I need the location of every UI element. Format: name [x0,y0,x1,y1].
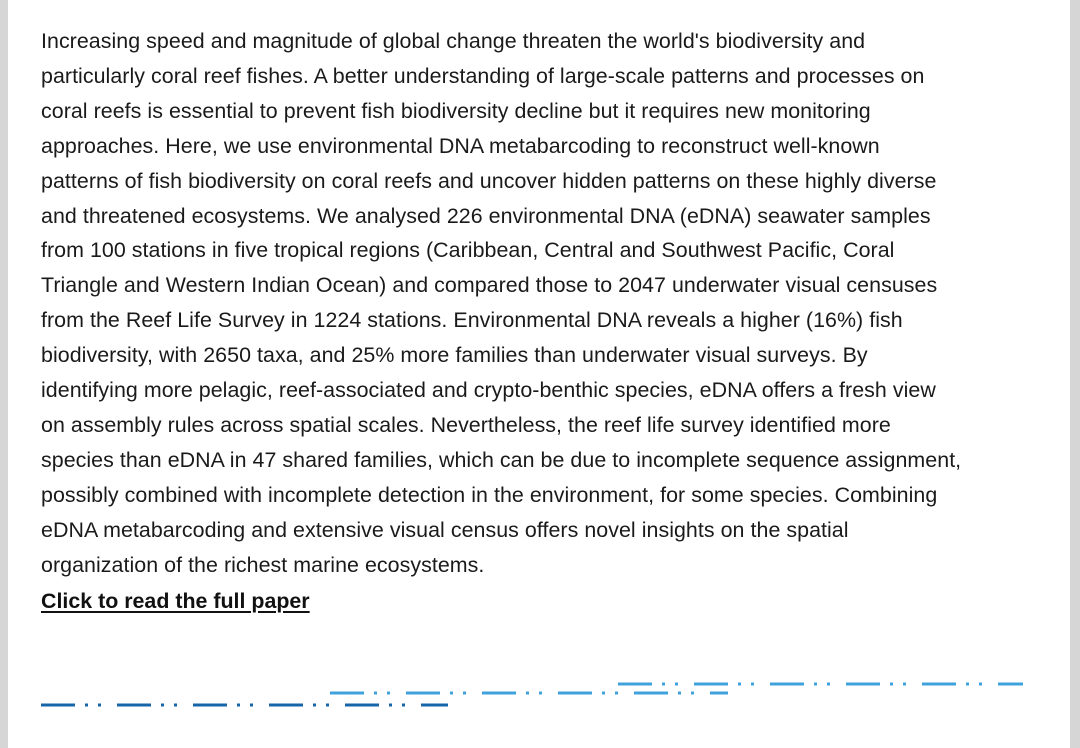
divider-dash [694,683,728,686]
divider-dot [237,704,240,707]
divider-dash [618,683,652,686]
divider-dash [421,704,448,707]
divider-dot [389,704,392,707]
abstract-line: on assembly rules across spatial scales. Nevertheless, the reef life survey identified more [41,412,891,437]
divider-dot [539,692,542,695]
abstract-line: Triangle and Western Indian Ocean) and compared those to 2047 underwater visual censuses [41,273,938,298]
divider-dash [558,692,592,695]
abstract-line: organization of the richest marine ecosystems. [41,552,485,577]
article-page [8,0,1070,748]
divider-dot [463,692,466,695]
divider-dot [250,704,253,707]
abstract-line: biodiversity, with 2650 taxa, and 25% more families than underwater visual surveys. By [41,343,868,368]
abstract-line: Increasing speed and magnitude of global change threaten the world's biodiversity and [41,29,866,53]
divider-dash [269,704,303,707]
decorative-dash-divider [8,0,1070,748]
divider-dot [827,683,830,686]
divider-dot [174,704,177,707]
divider-dot [326,704,329,707]
divider-dot [814,683,817,686]
divider-dot [98,704,101,707]
abstract-line: approaches. Here, we use environmental DNA metabarcoding to reconstruct well-known [41,133,880,158]
divider-dot [678,692,681,695]
abstract-line: from the Reef Life Survey in 1224 stations. Environmental DNA reveals a higher (16%) fish [41,308,903,333]
divider-dash [193,704,227,707]
divider-dash [770,683,804,686]
divider-dash [846,683,880,686]
divider-dot [450,692,453,695]
divider-dash [998,683,1023,686]
divider-dot [374,692,377,695]
divider-dot [738,683,741,686]
divider-dot [662,683,665,686]
divider-dot [161,704,164,707]
divider-dash [482,692,516,695]
divider-dot [387,692,390,695]
abstract-line: identifying more pelagic, reef-associated and crypto-benthic species, eDNA offers a fresh view [41,378,936,403]
divider-dot [526,692,529,695]
divider-dot [313,704,316,707]
read-full-paper-link[interactable]: Click to read the full paper [41,589,310,613]
abstract-line: and threatened ecosystems. We analysed 226 environmental DNA (eDNA) seawater samples [41,203,931,228]
abstract-line: patterns of fish biodiversity on coral reefs and uncover hidden patterns on these highly diverse [41,168,937,193]
divider-dash [710,692,728,695]
divider-dash [330,692,364,695]
divider-dot [85,704,88,707]
divider-dot [615,692,618,695]
divider-dash [345,704,379,707]
divider-dash [41,704,75,707]
abstract-line: possibly combined with incomplete detection in the environment, for some species. Combining [41,482,938,507]
divider-dot [691,692,694,695]
divider-dot [890,683,893,686]
abstract-line: coral reefs is essential to prevent fish biodiversity decline but it requires new monitoring [41,98,871,123]
divider-dash [406,692,440,695]
divider-dash [922,683,956,686]
divider-dot [751,683,754,686]
divider-dash [117,704,151,707]
divider-dash [634,692,668,695]
divider-dot [602,692,605,695]
divider-dot [675,683,678,686]
abstract-line: species than eDNA in 47 shared families, which can be due to incomplete sequence assignment, [41,447,962,472]
abstract-line: from 100 stations in five tropical regions (Caribbean, Central and Southwest Pacific, Coral [41,238,895,263]
divider-dot [903,683,906,686]
divider-dot [402,704,405,707]
abstract-line: eDNA metabarcoding and extensive visual census offers novel insights on the spatial [41,517,849,542]
abstract-line: particularly coral reef fishes. A better understanding of large-scale patterns and processes on [41,63,925,88]
divider-dot [966,683,969,686]
divider-dot [979,683,982,686]
